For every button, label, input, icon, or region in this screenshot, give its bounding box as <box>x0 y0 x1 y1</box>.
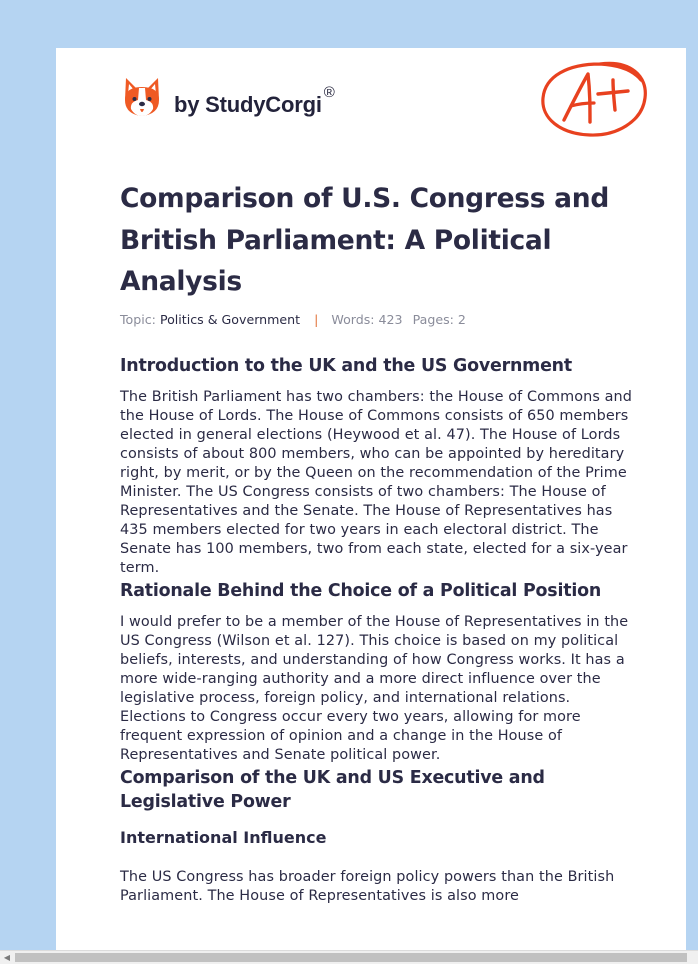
document-page <box>56 48 686 950</box>
logo-text <box>174 84 335 118</box>
document-body <box>120 354 636 906</box>
section-heading-comparison: Comparison of the UK and US Executive and Legislative Power <box>120 768 545 812</box>
logo-brand-name: by StudyCorgi <box>174 92 322 117</box>
studycorgi-logo[interactable] <box>122 76 335 120</box>
horizontal-scrollbar[interactable] <box>0 950 698 964</box>
document-meta <box>120 312 466 327</box>
document-title: Comparison of U.S. Congress and British Parliament: A Political Analysis <box>120 183 609 297</box>
section-heading-introduction: Introduction to the UK and the US Government <box>120 356 572 376</box>
registered-mark: ® <box>323 84 335 101</box>
paragraph-international-influence: The US Congress has broader foreign policy powers than the British Parliament. The House of Representatives is also more <box>120 869 615 904</box>
topic-link[interactable]: Politics & Government <box>159 312 301 327</box>
section-heading-rationale: Rationale Behind the Choice of a Political Position <box>120 581 602 601</box>
scroll-left-arrow-icon[interactable]: ◀ <box>3 953 11 962</box>
grade-a-plus-icon <box>538 58 650 140</box>
page-count: Pages: 2 <box>412 312 466 327</box>
meta-separator: | <box>314 312 319 327</box>
topic-label: Topic: <box>120 312 156 327</box>
word-count: Words: 423 <box>331 312 403 327</box>
subheading-international-influence: International Influence <box>120 828 327 847</box>
scrollbar-thumb[interactable] <box>15 953 687 962</box>
paragraph-rationale: I would prefer to be a member of the House of Representatives in the US Congress (Wilson et al. 127). This choice is based on my political beliefs, interests, and understanding of how Congress works. It has a more wide-ranging authority and a more direct influence over the legislative process, foreign policy, and international relations. Elections to Congress occur every two years, allowing for more frequent expression of opinion and a change in the House of Representatives and Senate political power. <box>120 614 629 763</box>
paragraph-introduction: The British Parliament has two chambers: the House of Commons and the House of Lords. The House of Commons consists of 650 members elected in general elections (Heywood et al. 47). The House of Lords consists of about 800 members, who can be appointed by hereditary right, by merit, or by the Queen on the recommendation of the Prime Minister. The US Congress consists of two chambers: The House of Representatives and the Senate. The House of Representatives has 435 members elected for two years in each electoral district. The Senate has 100 members, two from each state, elected for a six-year term. <box>120 389 633 576</box>
corgi-logo-icon <box>122 76 162 120</box>
